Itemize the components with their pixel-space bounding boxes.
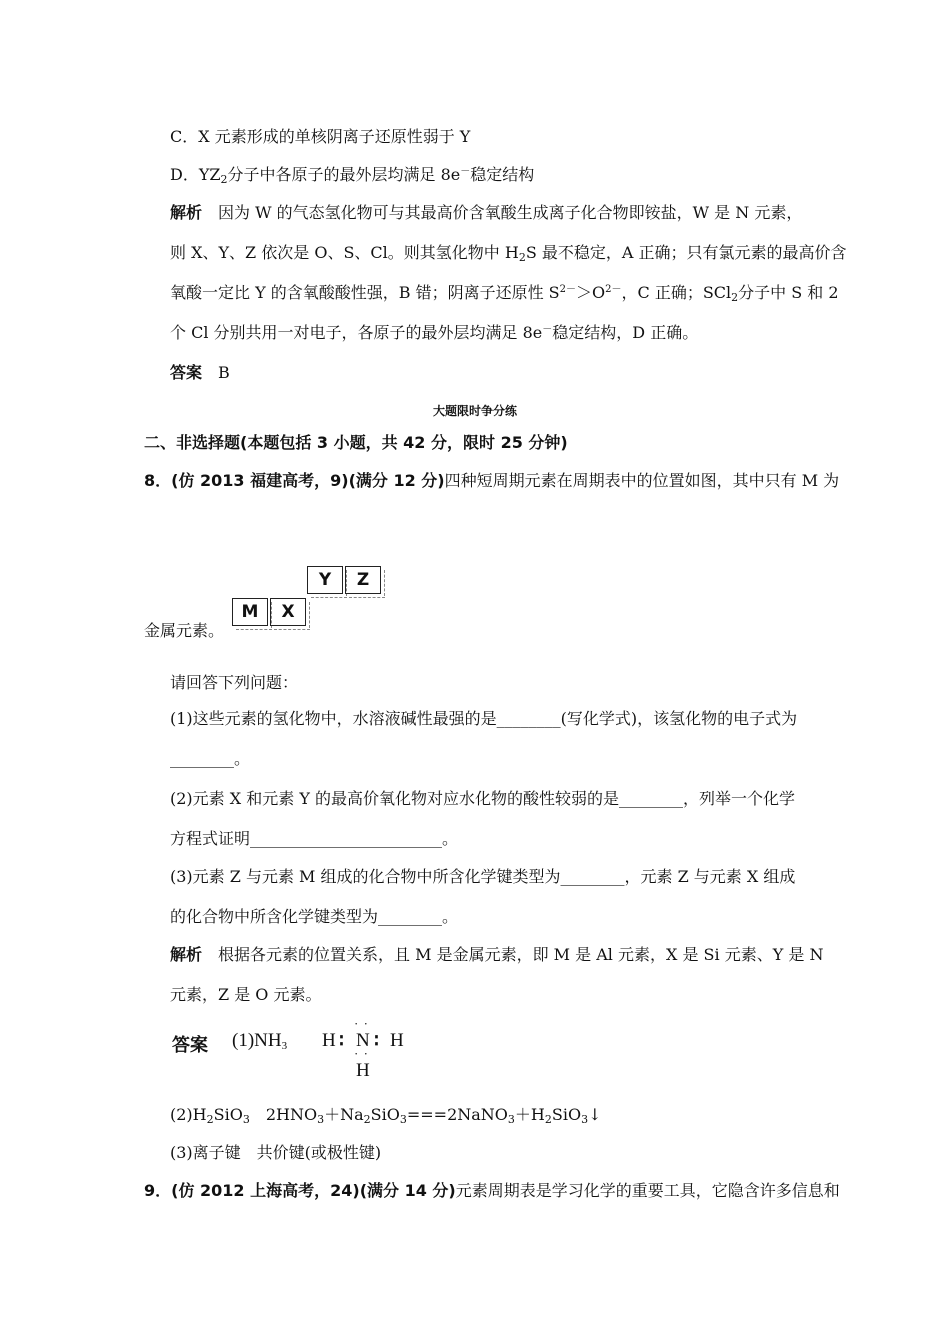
cell-y: Y: [307, 566, 343, 594]
cell-m: M: [232, 598, 268, 626]
part-two-heading: 二、非选择题(本题包括 3 小题，共 42 分，限时 25 分钟): [144, 433, 568, 452]
option-d: D．$YZ_2$分子中各原子的最外层均满足 8e－稳定结构: [170, 165, 535, 186]
answer-q7: 答案 B: [170, 363, 230, 382]
section-title: 大题限时争分练: [432, 404, 517, 418]
cell-x: X: [270, 598, 306, 626]
question-8-part2-line2: 方程式证明________________________。: [170, 829, 459, 848]
question-8-part1-line1: (1)这些元素的氢化物中，水溶液碱性最强的是________(写化学式)，该氢化物的电子式为: [170, 709, 798, 728]
explanation-q7-line3: 氧酸一定比 Y 的含氧酸酸性强，B 错；阴离子还原性 $S^{2-}>O^{2-}$，C 正确；SCl$_2$分子中 S 和 2: [170, 283, 839, 304]
explanation-q8-line2: 元素，Z 是 O 元素。: [170, 985, 322, 1004]
cell-z: Z: [345, 566, 381, 594]
electron-pair-bottom: · ·: [354, 1046, 369, 1061]
explanation-label: 解析: [170, 203, 203, 222]
question-9-intro: 9．(仿 2012 上海高考，24)(满分 14 分)元素周期表是学习化学的重要工具，它隐含许多信息和: [144, 1181, 840, 1200]
electron-h-left: H: [322, 1030, 336, 1051]
electron-h-right: H: [390, 1030, 404, 1051]
question-8-part2-line1: (2)元素 X 和元素 Y 的最高价氧化物对应水化物的酸性较弱的是________，列举一个化学: [170, 789, 795, 808]
explanation-q7-line4: 个 Cl 分别共用一对电子，各原子的最外层均满足 8e－稳定结构，D 正确。: [170, 323, 699, 342]
answer-label: 答案: [172, 1035, 208, 1056]
question-8-tail: 金属元素。: [144, 621, 225, 640]
question-8-part3-line2: 的化合物中所含化学键类型为________。: [170, 907, 459, 926]
question-8-intro: 8．(仿 2013 福建高考，9)(满分 12 分)四种短周期元素在周期表中的位置如图，其中只有 M 为: [144, 471, 840, 490]
electron-pair-left: ∶: [339, 1031, 344, 1052]
question-8-part1-line2: ________。: [170, 749, 251, 768]
explanation-q7-line1: 解析 因为 W 的气态氢化物可与其最高价含氧酸生成离子化合物即铵盐，W 是 N 元素，: [170, 203, 803, 222]
option-c: C．X 元素形成的单核阴离子还原性弱于 Y: [170, 127, 471, 146]
answer-label: 答案: [170, 363, 203, 382]
electron-n: N: [356, 1030, 370, 1051]
ammonia-formula: $(1)NH_3$: [232, 1030, 288, 1052]
electron-h-bottom: H: [356, 1060, 370, 1081]
answer-q8-part3: (3)离子键 共价键(或极性键): [170, 1143, 382, 1162]
explanation-label: 解析: [170, 945, 203, 964]
answer-q8-part2: $(2)H_2SiO_3$ $2HNO_3+Na_2SiO_3===2NaNO_3+H_2SiO_3↓$: [170, 1105, 602, 1126]
electron-pair-right: ∶: [374, 1031, 379, 1052]
electron-pair-top: · ·: [354, 1016, 369, 1031]
question-8-part3-line1: (3)元素 Z 与元素 M 组成的化合物中所含化学键类型为________，元素 Z 与元素 X 组成: [170, 867, 796, 886]
explanation-q7-line2: 则 X、Y、Z 依次是 O、S、Cl。则其氢化物中 $H_2S$ 最不稳定，A 正确；只有氯元素的最高价含: [170, 243, 847, 264]
explanation-q8-line1: 解析 根据各元素的位置关系，且 M 是金属元素，即 M 是 Al 元素，X 是 Si 元素、Y 是 N: [170, 945, 824, 964]
question-8-ask: 请回答下列问题：: [170, 673, 299, 692]
